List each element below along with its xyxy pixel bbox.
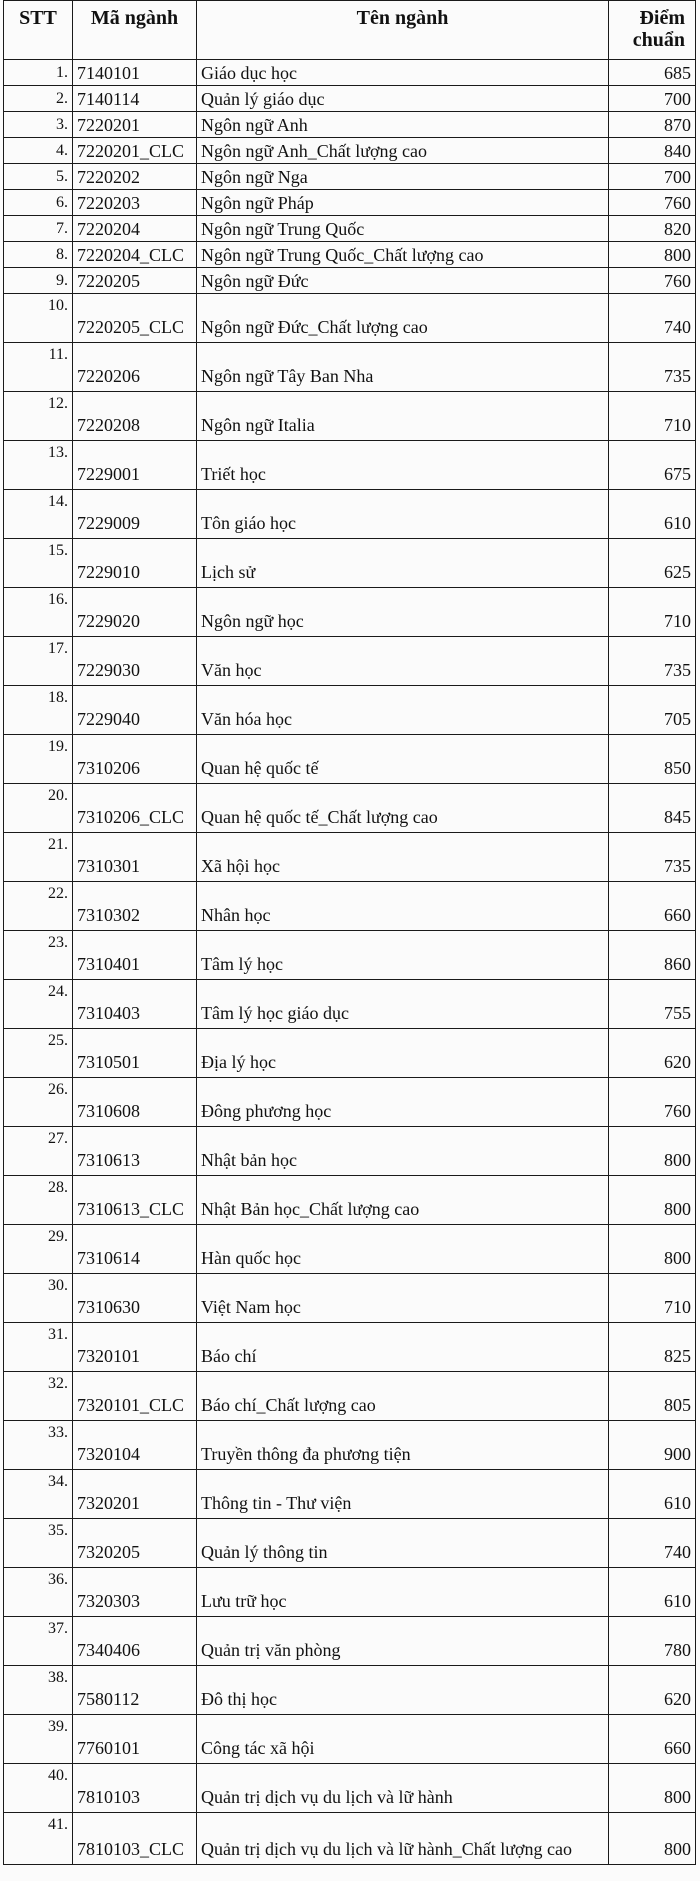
row-code: 7760101 — [73, 1715, 197, 1764]
row-code: 7320104 — [73, 1421, 197, 1470]
row-code: 7220202 — [73, 164, 197, 190]
row-name: Đông phương học — [197, 1078, 609, 1127]
row-stt: 27. — [4, 1127, 73, 1176]
table-row — [4, 343, 696, 392]
row-name: Truyền thông đa phương tiện — [197, 1421, 609, 1470]
row-name: Địa lý học — [197, 1029, 609, 1078]
row-stt: 34. — [4, 1470, 73, 1519]
row-name: Lưu trữ học — [197, 1568, 609, 1617]
row-code: 7229009 — [73, 490, 197, 539]
row-score: 740 — [609, 1519, 696, 1568]
table-row — [4, 539, 696, 588]
row-score: 705 — [609, 686, 696, 735]
table-row — [4, 1715, 696, 1764]
table-row — [4, 86, 696, 112]
row-code: 7310206_CLC — [73, 784, 197, 833]
table-row — [4, 1813, 696, 1865]
table-row — [4, 882, 696, 931]
row-score: 800 — [609, 1813, 696, 1865]
row-code: 7220205_CLC — [73, 294, 197, 343]
row-name: Nhật Bản học_Chất lượng cao — [197, 1176, 609, 1225]
table-row — [4, 588, 696, 637]
row-stt: 35. — [4, 1519, 73, 1568]
row-name: Quản trị dịch vụ du lịch và lữ hành — [197, 1764, 609, 1813]
row-stt: 25. — [4, 1029, 73, 1078]
row-stt: 39. — [4, 1715, 73, 1764]
row-stt: 28. — [4, 1176, 73, 1225]
row-stt: 20. — [4, 784, 73, 833]
row-name: Nhân học — [197, 882, 609, 931]
row-stt: 19. — [4, 735, 73, 784]
row-code: 7310401 — [73, 931, 197, 980]
row-name: Quản lý thông tin — [197, 1519, 609, 1568]
row-stt: 22. — [4, 882, 73, 931]
header-code: Mã ngành — [73, 1, 197, 60]
row-score: 740 — [609, 294, 696, 343]
row-name: Quan hệ quốc tế — [197, 735, 609, 784]
row-score: 900 — [609, 1421, 696, 1470]
header-score-line1: Điểm — [639, 7, 685, 29]
row-name: Ngôn ngữ Trung Quốc — [197, 216, 609, 242]
row-score: 620 — [609, 1666, 696, 1715]
row-stt: 14. — [4, 490, 73, 539]
row-score: 755 — [609, 980, 696, 1029]
row-code: 7229020 — [73, 588, 197, 637]
row-name: Giáo dục học — [197, 60, 609, 86]
row-score: 780 — [609, 1617, 696, 1666]
table-row — [4, 1323, 696, 1372]
row-name: Công tác xã hội — [197, 1715, 609, 1764]
row-score: 700 — [609, 164, 696, 190]
row-score: 610 — [609, 1568, 696, 1617]
row-score: 675 — [609, 441, 696, 490]
row-score: 760 — [609, 190, 696, 216]
row-code: 7320101_CLC — [73, 1372, 197, 1421]
row-stt: 2. — [4, 86, 73, 112]
table-row — [4, 980, 696, 1029]
row-score: 845 — [609, 784, 696, 833]
table-row — [4, 833, 696, 882]
row-name: Ngôn ngữ Tây Ban Nha — [197, 343, 609, 392]
row-code: 7310206 — [73, 735, 197, 784]
row-score: 805 — [609, 1372, 696, 1421]
row-code: 7310302 — [73, 882, 197, 931]
row-code: 7310403 — [73, 980, 197, 1029]
row-name: Tôn giáo học — [197, 490, 609, 539]
table-row — [4, 242, 696, 268]
row-score: 620 — [609, 1029, 696, 1078]
header-stt: STT — [4, 1, 73, 60]
row-code: 7580112 — [73, 1666, 197, 1715]
table-row — [4, 190, 696, 216]
row-code: 7320303 — [73, 1568, 197, 1617]
table-row — [4, 294, 696, 343]
row-score: 700 — [609, 86, 696, 112]
row-score: 800 — [609, 242, 696, 268]
table-row — [4, 490, 696, 539]
header-score — [609, 1, 696, 60]
table-row — [4, 138, 696, 164]
row-score: 860 — [609, 931, 696, 980]
row-stt: 18. — [4, 686, 73, 735]
row-score: 735 — [609, 833, 696, 882]
row-score: 840 — [609, 138, 696, 164]
row-code: 7229030 — [73, 637, 197, 686]
row-stt: 12. — [4, 392, 73, 441]
row-code: 7229001 — [73, 441, 197, 490]
row-name: Ngôn ngữ học — [197, 588, 609, 637]
table-row — [4, 1764, 696, 1813]
row-stt: 32. — [4, 1372, 73, 1421]
row-score: 850 — [609, 735, 696, 784]
row-name: Ngôn ngữ Italia — [197, 392, 609, 441]
admission-score-table — [3, 0, 696, 1865]
row-stt: 3. — [4, 112, 73, 138]
row-name: Ngôn ngữ Nga — [197, 164, 609, 190]
row-score: 760 — [609, 268, 696, 294]
row-score: 685 — [609, 60, 696, 86]
row-name: Thông tin - Thư viện — [197, 1470, 609, 1519]
row-score: 800 — [609, 1764, 696, 1813]
table-row — [4, 1568, 696, 1617]
row-score: 660 — [609, 882, 696, 931]
row-name: Quản lý giáo dục — [197, 86, 609, 112]
row-stt: 33. — [4, 1421, 73, 1470]
row-code: 7320201 — [73, 1470, 197, 1519]
table-body — [4, 60, 696, 1865]
row-name: Ngôn ngữ Đức_Chất lượng cao — [197, 294, 609, 343]
row-stt: 24. — [4, 980, 73, 1029]
row-score: 800 — [609, 1127, 696, 1176]
row-score: 735 — [609, 637, 696, 686]
row-score: 710 — [609, 1274, 696, 1323]
row-code: 7810103_CLC — [73, 1813, 197, 1865]
row-stt: 26. — [4, 1078, 73, 1127]
table-row — [4, 1029, 696, 1078]
row-name: Nhật bản học — [197, 1127, 609, 1176]
row-stt: 38. — [4, 1666, 73, 1715]
table-row — [4, 268, 696, 294]
row-score: 800 — [609, 1176, 696, 1225]
table-row — [4, 931, 696, 980]
row-code: 7310614 — [73, 1225, 197, 1274]
row-code: 7340406 — [73, 1617, 197, 1666]
table-row — [4, 441, 696, 490]
table-row — [4, 1617, 696, 1666]
row-code: 7810103 — [73, 1764, 197, 1813]
row-stt: 9. — [4, 268, 73, 294]
table-row — [4, 1470, 696, 1519]
row-name: Quản trị dịch vụ du lịch và lữ hành_Chất lượng cao — [197, 1813, 609, 1865]
table-row — [4, 1372, 696, 1421]
row-name: Ngôn ngữ Trung Quốc_Chất lượng cao — [197, 242, 609, 268]
row-code: 7220203 — [73, 190, 197, 216]
row-code: 7320205 — [73, 1519, 197, 1568]
table-row — [4, 1225, 696, 1274]
row-stt: 10. — [4, 294, 73, 343]
table-row — [4, 216, 696, 242]
row-code: 7220206 — [73, 343, 197, 392]
row-score: 870 — [609, 112, 696, 138]
row-name: Việt Nam học — [197, 1274, 609, 1323]
row-code: 7310630 — [73, 1274, 197, 1323]
row-code: 7220201_CLC — [73, 138, 197, 164]
row-stt: 40. — [4, 1764, 73, 1813]
row-name: Triết học — [197, 441, 609, 490]
row-stt: 37. — [4, 1617, 73, 1666]
row-score: 760 — [609, 1078, 696, 1127]
table-row — [4, 1666, 696, 1715]
table-row — [4, 112, 696, 138]
row-score: 825 — [609, 1323, 696, 1372]
row-stt: 23. — [4, 931, 73, 980]
row-name: Báo chí — [197, 1323, 609, 1372]
table-row — [4, 1078, 696, 1127]
row-code: 7310608 — [73, 1078, 197, 1127]
row-name: Văn hóa học — [197, 686, 609, 735]
row-code: 7310301 — [73, 833, 197, 882]
row-stt: 6. — [4, 190, 73, 216]
row-stt: 21. — [4, 833, 73, 882]
table-row — [4, 637, 696, 686]
table-row — [4, 164, 696, 190]
row-code: 7320101 — [73, 1323, 197, 1372]
row-name: Lịch sử — [197, 539, 609, 588]
row-stt: 1. — [4, 60, 73, 86]
table-row — [4, 784, 696, 833]
row-name: Tâm lý học — [197, 931, 609, 980]
row-score: 610 — [609, 1470, 696, 1519]
row-name: Hàn quốc học — [197, 1225, 609, 1274]
row-score: 710 — [609, 392, 696, 441]
row-stt: 8. — [4, 242, 73, 268]
row-name: Quản trị văn phòng — [197, 1617, 609, 1666]
row-name: Văn học — [197, 637, 609, 686]
row-code: 7220208 — [73, 392, 197, 441]
row-name: Ngôn ngữ Anh — [197, 112, 609, 138]
table-row — [4, 735, 696, 784]
row-code: 7220205 — [73, 268, 197, 294]
table-row — [4, 1519, 696, 1568]
row-code: 7310613 — [73, 1127, 197, 1176]
row-code: 7220201 — [73, 112, 197, 138]
table-header-row — [4, 1, 696, 60]
row-name: Báo chí_Chất lượng cao — [197, 1372, 609, 1421]
row-stt: 17. — [4, 637, 73, 686]
row-name: Tâm lý học giáo dục — [197, 980, 609, 1029]
row-name: Đô thị học — [197, 1666, 609, 1715]
row-stt: 13. — [4, 441, 73, 490]
table-row — [4, 392, 696, 441]
row-stt: 4. — [4, 138, 73, 164]
row-stt: 29. — [4, 1225, 73, 1274]
table-row — [4, 1421, 696, 1470]
row-stt: 7. — [4, 216, 73, 242]
header-name: Tên ngành — [197, 1, 609, 60]
row-stt: 5. — [4, 164, 73, 190]
row-code: 7140101 — [73, 60, 197, 86]
row-score: 610 — [609, 490, 696, 539]
header-score-line2: chuẩn — [632, 29, 685, 51]
table-row — [4, 1176, 696, 1225]
row-code: 7229010 — [73, 539, 197, 588]
row-name: Quan hệ quốc tế_Chất lượng cao — [197, 784, 609, 833]
row-stt: 30. — [4, 1274, 73, 1323]
row-score: 625 — [609, 539, 696, 588]
row-name: Ngôn ngữ Pháp — [197, 190, 609, 216]
row-name: Ngôn ngữ Đức — [197, 268, 609, 294]
row-name: Xã hội học — [197, 833, 609, 882]
row-stt: 11. — [4, 343, 73, 392]
row-code: 7310613_CLC — [73, 1176, 197, 1225]
row-stt: 31. — [4, 1323, 73, 1372]
row-score: 820 — [609, 216, 696, 242]
row-name: Ngôn ngữ Anh_Chất lượng cao — [197, 138, 609, 164]
row-code: 7310501 — [73, 1029, 197, 1078]
row-code: 7229040 — [73, 686, 197, 735]
table-row — [4, 686, 696, 735]
row-score: 710 — [609, 588, 696, 637]
row-code: 7140114 — [73, 86, 197, 112]
row-stt: 15. — [4, 539, 73, 588]
row-stt: 16. — [4, 588, 73, 637]
row-score: 660 — [609, 1715, 696, 1764]
row-score: 735 — [609, 343, 696, 392]
row-code: 7220204 — [73, 216, 197, 242]
row-code: 7220204_CLC — [73, 242, 197, 268]
table-row — [4, 1274, 696, 1323]
row-stt: 41. — [4, 1813, 73, 1865]
table-row — [4, 60, 696, 86]
row-score: 800 — [609, 1225, 696, 1274]
table-row — [4, 1127, 696, 1176]
row-stt: 36. — [4, 1568, 73, 1617]
